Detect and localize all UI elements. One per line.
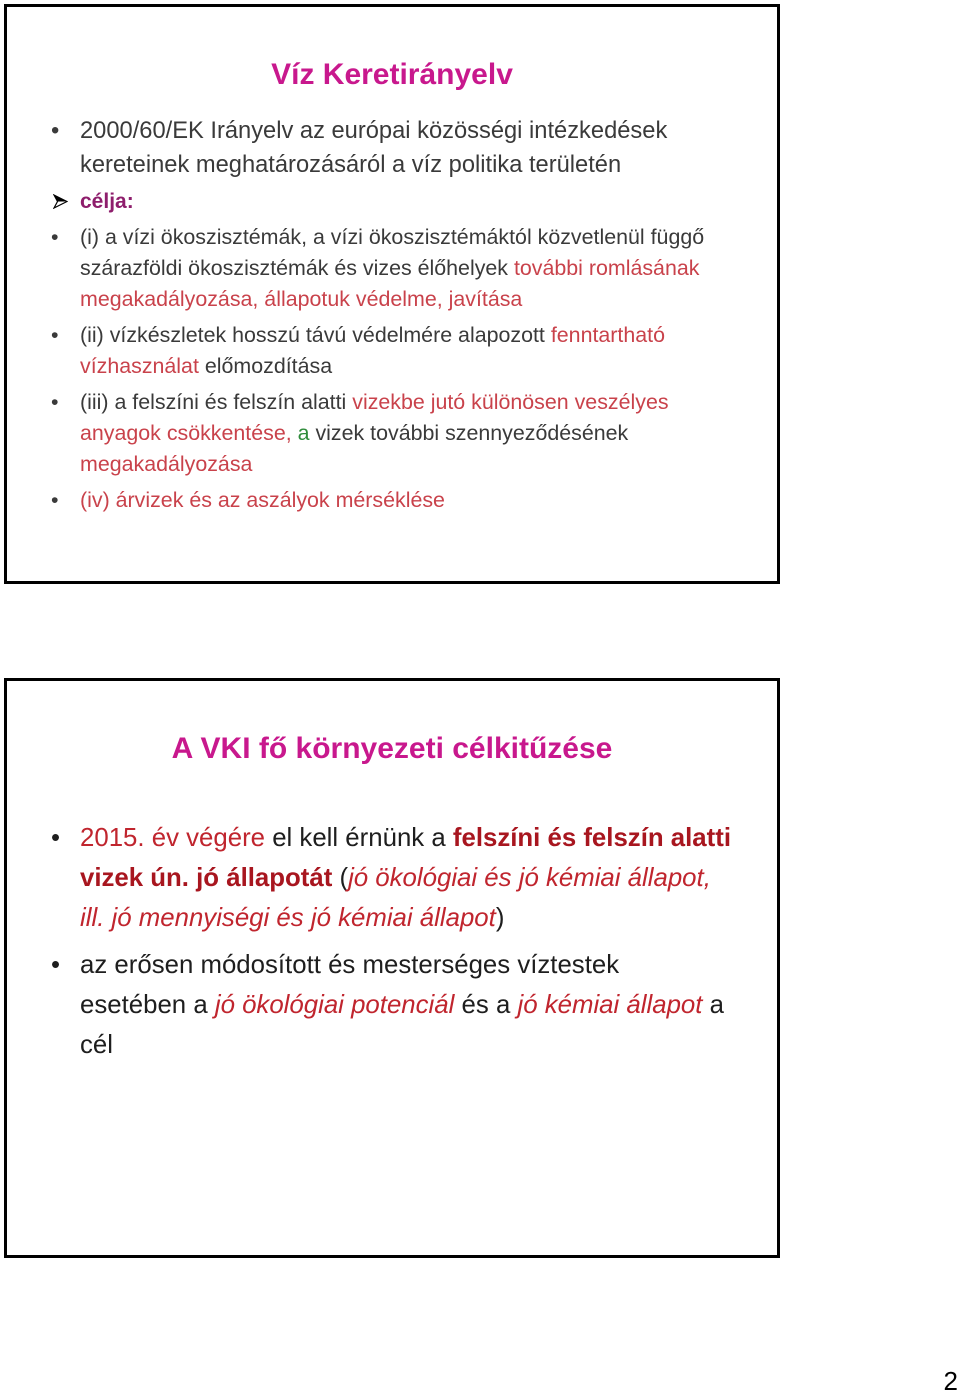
list-item: [7, 222, 777, 315]
list-item: [7, 945, 777, 1065]
bullet: •: [51, 824, 61, 852]
green-text: a: [297, 421, 310, 445]
bullet: •: [51, 225, 59, 249]
highlight-text: vizekbe jutó különösen veszélyes: [352, 390, 669, 414]
bullet: •: [51, 390, 59, 414]
bold-highlight-text: felszíni és felszín alatti: [452, 824, 731, 852]
italic-highlight-text: ill. jó mennyiségi és jó kémiai állapot: [80, 904, 496, 932]
highlight-text: fenntartható: [550, 323, 665, 347]
item-text: ): [495, 904, 505, 932]
slide-title: Víz Keretirányelv: [271, 58, 513, 91]
italic-highlight-text: jó ökológiai és jó kémiai állapot,: [348, 864, 711, 892]
list-item: [7, 485, 777, 516]
highlight-text: megakadályozása, állapotuk védelme, javítása: [80, 287, 523, 311]
highlight-text: 2015. év végére: [80, 824, 266, 852]
item-text: (: [339, 864, 349, 892]
slide-title: A VKI fő környezeti célkitűzése: [171, 732, 613, 765]
item-text: 2000/60/EK Irányelv az európai közösségi intézkedések: [80, 118, 668, 144]
list-item: [7, 320, 777, 382]
bullet: •: [51, 951, 61, 979]
bullet-list: [7, 818, 777, 1065]
list-item: [7, 114, 777, 182]
item-text: el kell érnünk a: [272, 824, 446, 852]
item-text: előmozdítása: [204, 354, 333, 378]
list-item: [7, 387, 777, 480]
bold-highlight-text: vizek ún. jó állapotát: [80, 864, 333, 892]
slide-1: [4, 4, 780, 584]
item-text: és a: [461, 991, 511, 1019]
highlight-text: anyagok csökkentése,: [80, 421, 292, 445]
item-text: esetében a: [80, 991, 208, 1019]
list-item: [7, 818, 777, 938]
highlight-text: vízhasználat: [80, 354, 199, 378]
highlight-text: további romlásának: [513, 256, 700, 280]
item-text: cél: [80, 1031, 113, 1059]
bullet: •: [51, 323, 59, 347]
slide-2: [4, 678, 780, 1258]
item-text: szárazföldi ökoszisztémák és vizes élőhelyek: [80, 256, 508, 280]
item-text: (ii) vízkészletek hosszú távú védelmére alapozott: [80, 323, 545, 347]
highlight-text: (iv) árvizek és az aszályok mérséklése: [80, 488, 445, 512]
section-label: célja:: [80, 190, 134, 213]
item-text: a: [709, 991, 724, 1019]
bullet: •: [51, 488, 59, 512]
item-text: vizek további szennyeződésének: [315, 421, 629, 445]
bullet: •: [51, 118, 60, 144]
item-text: az erősen módosított és mesterséges víztestek: [80, 951, 620, 979]
item-text: (iii) a felszíni és felszín alatti: [80, 390, 347, 414]
item-text: (i) a vízi ökoszisztémák, a vízi ökoszisztémáktól közvetlenül függő: [80, 225, 705, 249]
page-number: 2: [943, 1366, 958, 1396]
arrowhead-bullet-icon: [53, 194, 68, 209]
italic-highlight-text: jó kémiai állapot: [517, 991, 703, 1019]
italic-highlight-text: jó ökológiai potenciál: [214, 991, 455, 1019]
item-text: kereteinek meghatározásáról a víz politika területén: [80, 152, 622, 178]
list-item: [7, 186, 777, 217]
highlight-text: megakadályozása: [80, 452, 253, 476]
bullet-list: [7, 114, 777, 516]
